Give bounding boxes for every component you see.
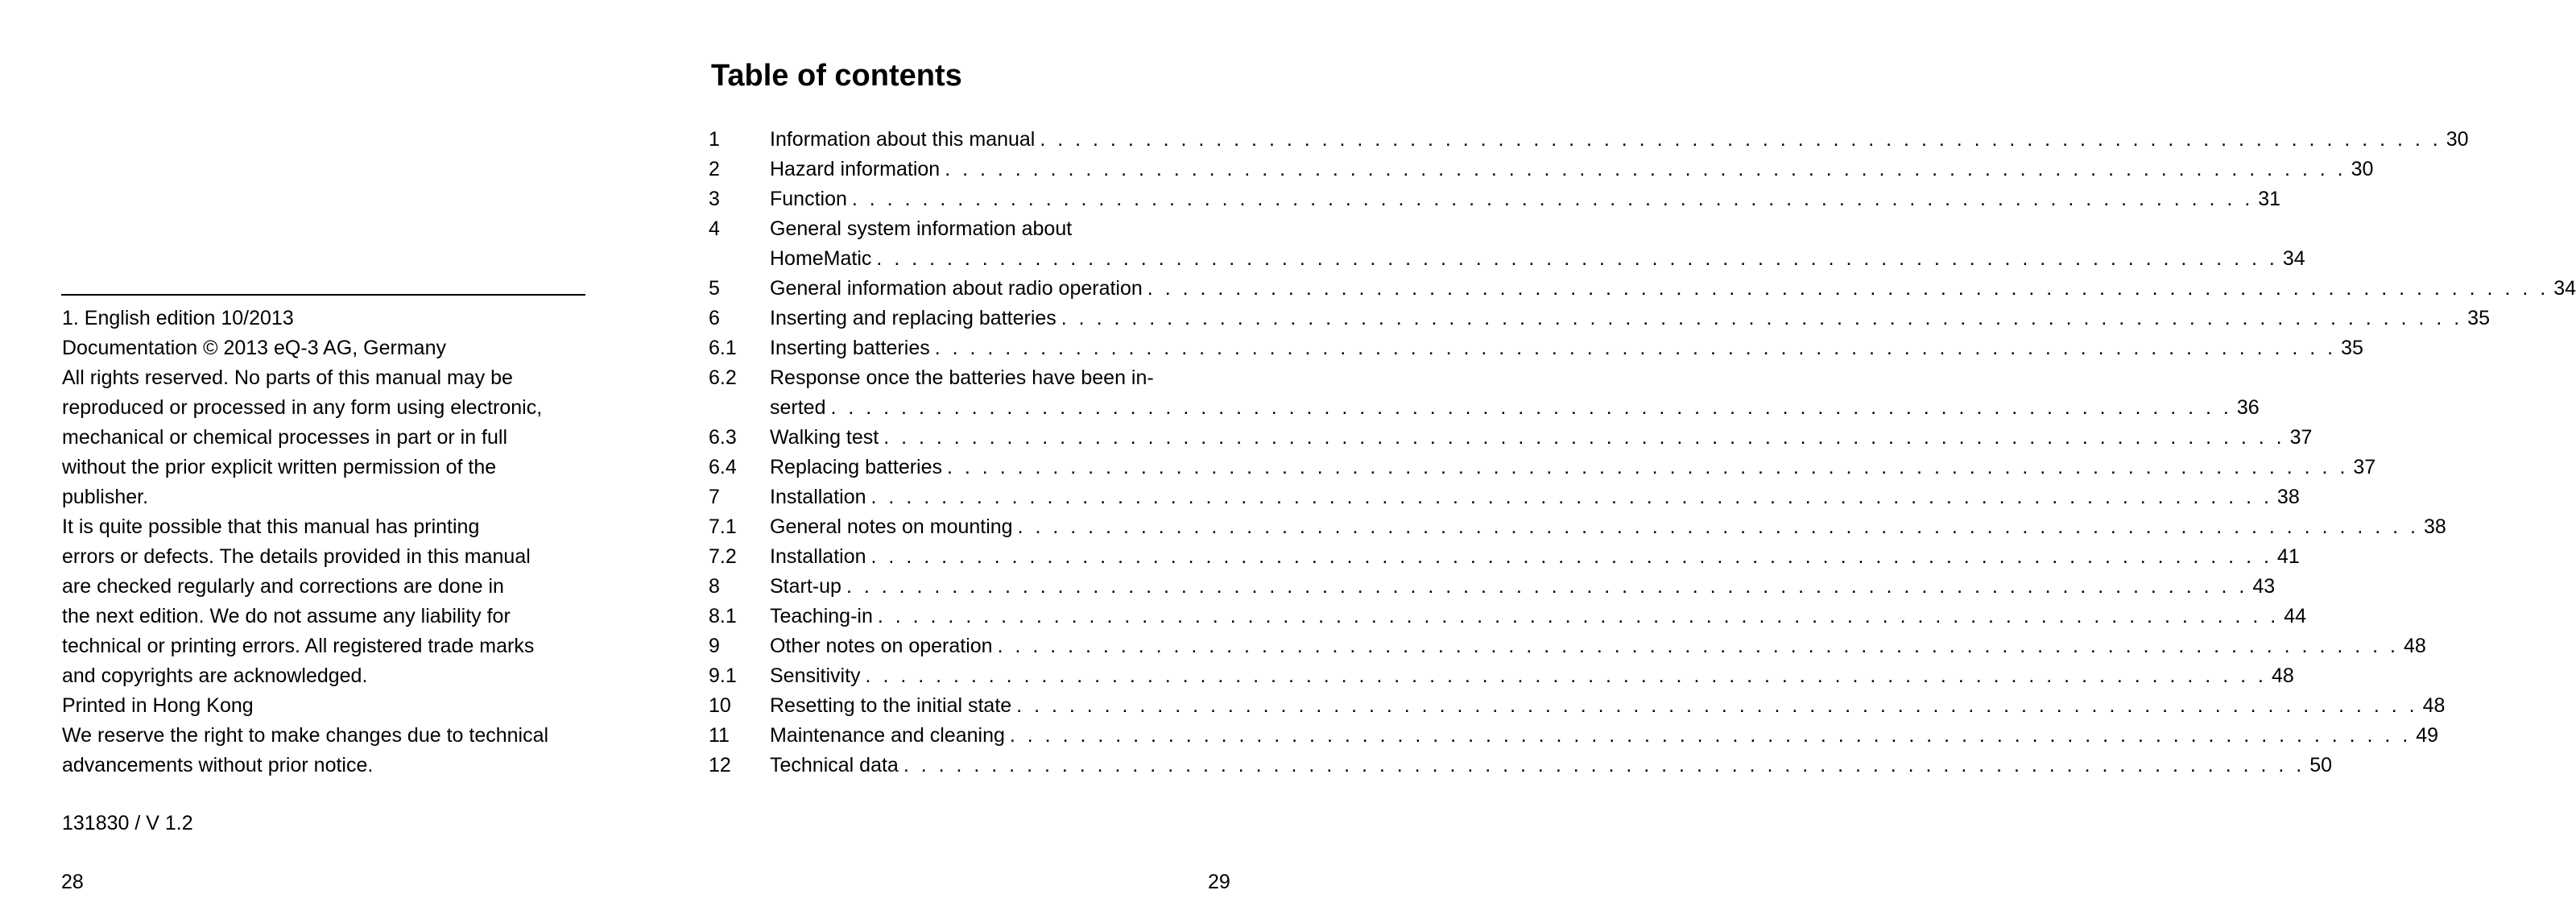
toc-entry-number: 9.1 [709,665,737,687]
toc-dot-leader: . . . . . . . . . . . . . . . . . . . . . . . . . . . . . . . . . . . . . . . . . . . . . . . . . . . . . . . . . . . . . . . . . . . . . . . . . . . . . . . . [851,188,2254,210]
imprint-line: the next edition. We do not assume any liability for [62,605,511,627]
toc-entry [709,274,2576,304]
toc-entry-label: Response once the batteries have been in- [770,366,1154,389]
imprint-line: We reserve the right to make changes due to technical [62,724,549,747]
toc-entry [709,333,2363,363]
toc-dot-leader: . . . . . . . . . . . . . . . . . . . . . . . . . . . . . . . . . . . . . . . . . . . . . . . . . . . . . . . . . . . . . . . . . . . . . . . . . . . . . . . . [945,158,2347,180]
toc-entry-label: Inserting and replacing batteries [770,307,1056,329]
imprint-line: and copyrights are acknowledged. [62,665,368,687]
toc-entry-page: 50 [2309,754,2333,776]
toc-entry [709,631,2426,661]
left-page [0,0,644,915]
toc-entry-number: 9 [709,635,720,657]
toc-entry-page: 30 [2446,128,2469,151]
toc-entry-page: 38 [2423,515,2446,538]
toc-entry-page: 44 [2284,605,2307,627]
toc-entry-page: 49 [2416,724,2439,747]
toc-entry [709,572,2276,602]
toc-dot-leader: . . . . . . . . . . . . . . . . . . . . . . . . . . . . . . . . . . . . . . . . . . . . . . . . . . . . . . . . . . . . . . . . . . . . . . . . . . . . . . . . [1147,277,2549,300]
toc-entry [709,721,2439,751]
toc-dot-leader: . . . . . . . . . . . . . . . . . . . . . . . . . . . . . . . . . . . . . . . . . . . . . . . . . . . . . . . . . . . . . . . . . . . . . . . . . . . . . . . . [876,247,2278,270]
toc-dot-leader: . . . . . . . . . . . . . . . . . . . . . . . . . . . . . . . . . . . . . . . . . . . . . . . . . . . . . . . . . . . . . . . . . . . . . . . . . . . . . . . . [997,635,2399,657]
toc-entry-page: 34 [2553,277,2576,300]
toc-entry [709,453,2376,482]
toc-entry [709,512,2446,542]
toc-dot-leader: . . . . . . . . . . . . . . . . . . . . . . . . . . . . . . . . . . . . . . . . . . . . . . . . . . . . . . . . . . . . . . . . . . . . . . . . . . . . . . . . [877,605,2280,627]
toc-entry-number: 1 [709,128,720,151]
toc-entry-number: 3 [709,188,720,210]
toc-entry-page: 36 [2236,396,2260,419]
toc-entry-page: 48 [2422,694,2446,717]
toc-entry-number: 8 [709,575,720,598]
toc-dot-leader: . . . . . . . . . . . . . . . . . . . . . . . . . . . . . . . . . . . . . . . . . . . . . . . . . . . . . . . . . . . . . . . . . . . . . . . . . . . . . . . . [870,545,2272,568]
toc-entry [709,691,2446,721]
imprint-line: Printed in Hong Kong [62,694,254,717]
toc-entry-label: serted [770,396,826,419]
toc-entry-label: Information about this manual [770,128,1036,151]
toc-dot-leader: . . . . . . . . . . . . . . . . . . . . . . . . . . . . . . . . . . . . . . . . . . . . . . . . . . . . . . . . . . . . . . . . . . . . . . . . . . . . . . . . [830,396,2232,419]
toc-entry-label: HomeMatic [770,247,872,270]
toc-entry-number: 7.1 [709,515,737,538]
toc-entry-label: Resetting to the initial state [770,694,1012,717]
toc-entry-page: 48 [2403,635,2426,657]
toc-entry-number: 6.2 [709,366,737,389]
toc-title: Table of contents [711,59,962,93]
toc-entry-label: Installation [770,545,866,568]
toc-dot-leader: . . . . . . . . . . . . . . . . . . . . . . . . . . . . . . . . . . . . . . . . . . . . . . . . . . . . . . . . . . . . . . . . . . . . . . . . . . . . . . . . [1016,694,2418,717]
toc-entry-page: 38 [2276,486,2300,508]
imprint-line: advancements without prior notice. [62,754,374,776]
imprint-line: It is quite possible that this manual has printing [62,515,480,538]
toc-entry-number: 7.2 [709,545,737,568]
imprint-line: Documentation © 2013 eQ-3 AG, Germany [62,337,446,359]
toc-dot-leader: . . . . . . . . . . . . . . . . . . . . . . . . . . . . . . . . . . . . . . . . . . . . . . . . . . . . . . . . . . . . . . . . . . . . . . . . . . . . . . . . [1009,724,2412,747]
toc-dot-leader: . . . . . . . . . . . . . . . . . . . . . . . . . . . . . . . . . . . . . . . . . . . . . . . . . . . . . . . . . . . . . . . . . . . . . . . . . . . . . . . . [1017,515,2419,538]
toc-entry-page: 48 [2271,665,2294,687]
toc-entry-page: 31 [2258,188,2281,210]
toc-entry [709,661,2294,691]
toc-dot-leader: . . . . . . . . . . . . . . . . . . . . . . . . . . . . . . . . . . . . . . . . . . . . . . . . . . . . . . . . . . . . . . . . . . . . . . . . . . . . . . . . [1061,307,2463,329]
imprint-line: publisher. [62,486,149,508]
page-number-right: 29 [1208,871,1230,893]
toc-dot-leader: . . . . . . . . . . . . . . . . . . . . . . . . . . . . . . . . . . . . . . . . . . . . . . . . . . . . . . . . . . . . . . . . . . . . . . . . . . . . . . . . [865,665,2267,687]
toc-entry [709,214,1233,244]
toc-entry [709,393,2260,423]
toc-entry-page: 37 [2289,426,2313,449]
toc-entry [709,184,2281,214]
imprint-text [62,304,626,780]
toc-dot-leader: . . . . . . . . . . . . . . . . . . . . . . . . . . . . . . . . . . . . . . . . . . . . . . . . . . . . . . . . . . . . . . . . . . . . . . . . . . . . . . . . [934,337,2337,359]
toc-entry-number: 12 [709,754,731,776]
toc-entry-page: 37 [2353,456,2376,478]
toc-entry [709,482,2300,512]
toc-entry-label: Inserting batteries [770,337,930,359]
toc-entry [709,363,1233,393]
toc-entry-number: 8.1 [709,605,737,627]
toc-entry-page: 34 [2282,247,2305,270]
toc-entry-number: 6.3 [709,426,737,449]
toc-dot-leader: . . . . . . . . . . . . . . . . . . . . . . . . . . . . . . . . . . . . . . . . . . . . . . . . . . . . . . . . . . . . . . . . . . . . . . . . . . . . . . . . [903,754,2305,776]
toc-entry-label: Other notes on operation [770,635,993,657]
toc-entry-number: 6.1 [709,337,737,359]
toc-entry-label: Replacing batteries [770,456,943,478]
toc-dot-leader: . . . . . . . . . . . . . . . . . . . . . . . . . . . . . . . . . . . . . . . . . . . . . . . . . . . . . . . . . . . . . . . . . . . . . . . . . . . . . . . . [870,486,2272,508]
toc-dot-leader: . . . . . . . . . . . . . . . . . . . . . . . . . . . . . . . . . . . . . . . . . . . . . . . . . . . . . . . . . . . . . . . . . . . . . . . . . . . . . . . . [846,575,2248,598]
toc-entry [709,542,2300,572]
toc-entry-label: General information about radio operation [770,277,1143,300]
toc-entry-label: General notes on mounting [770,515,1013,538]
toc-entry [709,244,2305,274]
toc-entry [709,155,2374,184]
toc-entry-number: 7 [709,486,720,508]
toc-entry-page: 30 [2351,158,2374,180]
imprint-line: All rights reserved. No parts of this manual may be [62,366,513,389]
imprint-line: without the prior explicit written permission of the [62,456,497,478]
toc-entry-page: 35 [2341,337,2363,359]
toc-entry-label: Walking test [770,426,879,449]
toc-entry-label: Start-up [770,575,841,598]
toc-entry-label: Technical data [770,754,899,776]
toc-entry-number: 2 [709,158,720,180]
toc-entry-page: 43 [2252,575,2276,598]
imprint-line: errors or defects. The details provided in this manual [62,545,531,568]
toc-entry [709,304,2490,333]
toc-entry-label: General system information about [770,217,1073,240]
toc-entry-label: Installation [770,486,866,508]
toc-entry-label: Hazard information [770,158,941,180]
toc-entry [709,423,2313,453]
toc-entry-label: Function [770,188,847,210]
toc-entry-number: 11 [709,724,730,747]
toc-entry-page: 35 [2467,307,2490,329]
toc-entry-label: Maintenance and cleaning [770,724,1005,747]
article-number: 131830 / V 1.2 [62,812,193,834]
imprint-line: 1. English edition 10/2013 [62,307,294,329]
toc-entry-label: Teaching-in [770,605,873,627]
table-of-contents [709,125,2576,780]
toc-entry-page: 41 [2276,545,2300,568]
toc-dot-leader: . . . . . . . . . . . . . . . . . . . . . . . . . . . . . . . . . . . . . . . . . . . . . . . . . . . . . . . . . . . . . . . . . . . . . . . . . . . . . . . . [1040,128,2442,151]
imprint-line: technical or printing errors. All registered trade marks [62,635,535,657]
toc-entry-number: 10 [709,694,731,717]
page-number-left: 28 [61,871,84,893]
imprint-line: mechanical or chemical processes in part or in full [62,426,508,449]
toc-entry-number: 4 [709,217,720,240]
separator-rule [61,294,585,296]
toc-entry [709,602,2307,631]
toc-dot-leader: . . . . . . . . . . . . . . . . . . . . . . . . . . . . . . . . . . . . . . . . . . . . . . . . . . . . . . . . . . . . . . . . . . . . . . . . . . . . . . . . [947,456,2349,478]
toc-entry-number: 6 [709,307,720,329]
imprint-line: are checked regularly and corrections are done in [62,575,504,598]
toc-dot-leader: . . . . . . . . . . . . . . . . . . . . . . . . . . . . . . . . . . . . . . . . . . . . . . . . . . . . . . . . . . . . . . . . . . . . . . . . . . . . . . . . [883,426,2285,449]
toc-entry-number: 5 [709,277,720,300]
imprint-line: reproduced or processed in any form using electronic, [62,396,543,419]
toc-entry-label: Sensitivity [770,665,861,687]
toc-entry [709,751,2333,780]
toc-entry-number: 6.4 [709,456,737,478]
toc-entry [709,125,2469,155]
